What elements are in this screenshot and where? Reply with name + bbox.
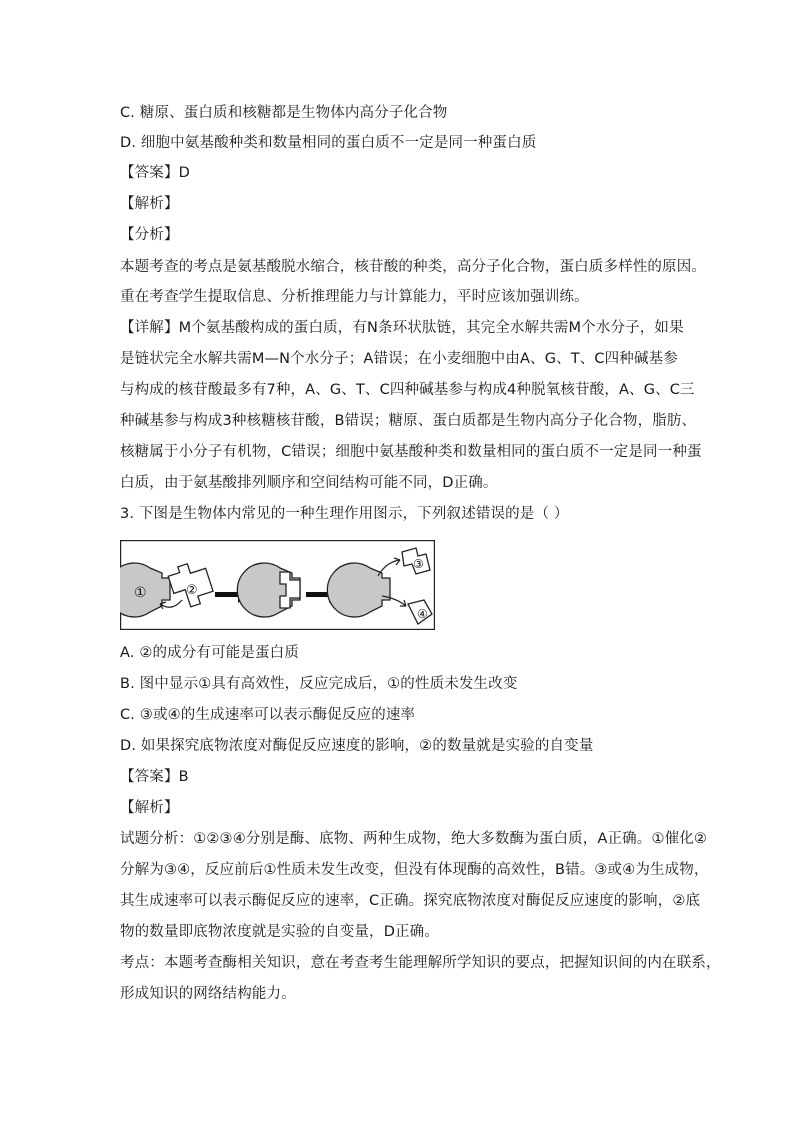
option-d-q3: D. 如果探究底物浓度对酶促反应速度的影响，②的数量就是实验的自变量 bbox=[120, 738, 594, 754]
analysis-heading-q3: 【解析】 bbox=[120, 800, 179, 816]
substrate-label: ② bbox=[186, 583, 198, 598]
detail-text-line-1: 【详解】M个氨基酸构成的蛋白质，有N条环状肽链，其完全水解共需M个水分子，如果 bbox=[120, 320, 684, 336]
analysis-heading-q2: 【解析】 bbox=[120, 196, 179, 212]
option-a-q3: A. ②的成分有可能是蛋白质 bbox=[120, 645, 299, 661]
fenxi-text-line-1: 本题考查的考点是氨基酸脱水缩合，核苷酸的种类，高分子化合物，蛋白质多样性的原因。 bbox=[120, 259, 706, 275]
option-c-q2: C. 糖原、蛋白质和核糖都是生物体内高分子化合物 bbox=[120, 105, 448, 121]
answer-q2: 【答案】D bbox=[120, 165, 190, 181]
process-arrow-1-shaft bbox=[215, 592, 239, 597]
detail-text-line-5: 核糖属于小分子有机物，C错误；细胞中氨基酸种类和数量相同的蛋白质不一定是同一种蛋 bbox=[120, 444, 702, 460]
detail-text-line-6: 白质，由于氨基酸排列顺序和空间结构可能不同，D正确。 bbox=[120, 475, 498, 491]
enzyme-reaction-figure bbox=[120, 540, 435, 630]
option-b-q3: B. 图中显示①具有高效性，反应完成后，①的性质未发生改变 bbox=[120, 676, 518, 692]
enzyme-label: ① bbox=[134, 585, 147, 601]
analysis-text-line-1: 试题分析：①②③④分别是酶、底物、两种生成物，绝大多数酶为蛋白质，A正确。①催化② bbox=[120, 831, 708, 847]
process-arrow-2-shaft bbox=[306, 592, 330, 597]
analysis-text-line-2: 分解为③④，反应前后①性质未发生改变，但没有体现酶的高效性，B错。③或④为生成物， bbox=[120, 862, 709, 878]
analysis-text-line-3: 其生成速率可以表示酶促反应的速率，C正确。探究底物浓度对酶促反应速度的影响，②底 bbox=[120, 893, 701, 909]
fenxi-heading-q2: 【分析】 bbox=[120, 227, 179, 243]
option-c-q3: C. ③或④的生成速率可以表示酶促反应的速率 bbox=[120, 707, 416, 723]
analysis-text-line-4: 物的数量即底物浓度就是实验的自变量，D正确。 bbox=[120, 924, 439, 940]
kaodian-line-2: 形成知识的网络结构能力。 bbox=[120, 986, 296, 1002]
detail-text-line-3: 与构成的核苷酸最多有7种，A、G、T、C四种碱基参与构成4种脱氧核苷酸，A、G、C三 bbox=[120, 382, 695, 398]
detail-text-line-4: 种碱基参与构成3种核糖核苷酸，B错误；糖原、蛋白质都是生物内高分子化合物，脂肪、 bbox=[120, 413, 697, 429]
fenxi-text-line-2: 重在考查学生提取信息、分析推理能力与计算能力，平时应该加强训练。 bbox=[120, 289, 589, 305]
question-3-stem: 3. 下图是生物体内常见的一种生理作用图示，下列叙述错误的是（ ） bbox=[120, 506, 569, 522]
product-3-label: ③ bbox=[413, 557, 424, 571]
product-4-label: ④ bbox=[417, 607, 428, 621]
kaodian-line-1: 考点：本题考查酶相关知识，意在考查考生能理解所学知识的要点，把握知识间的内在联系， bbox=[120, 955, 721, 971]
option-d-q2: D. 细胞中氨基酸种类和数量相同的蛋白质不一定是同一种蛋白质 bbox=[120, 135, 537, 151]
detail-text-line-2: 是链状完全水解共需M—N个水分子；A错误；在小麦细胞中由A、G、T、C四种碱基参 bbox=[120, 351, 678, 367]
answer-q3: 【答案】B bbox=[120, 769, 189, 785]
